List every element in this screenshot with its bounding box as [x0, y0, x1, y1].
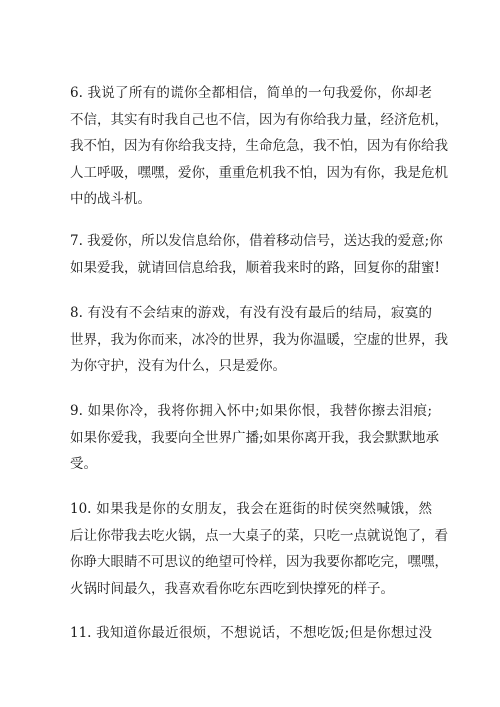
text-line: 我不怕，因为有你给我支持，生命危急，我不怕，因为有你给我: [70, 138, 448, 154]
paragraph-6: [70, 80, 448, 213]
text-line: 后让你带我去吃火锅，点一大桌子的菜，只吃一点就说饱了，看: [70, 527, 448, 544]
text-line: 7. 我爱你，所以发信息给你，借着移动信号，送达我的爱意;你: [70, 233, 443, 249]
text-line: 如果你爱我，我要向全世界广播;如果你离开我，我会默默地承: [70, 429, 440, 446]
text-line: 你睁大眼睛不可思议的绝望可怜样，因为我要你都吃完，嘿嘿，: [70, 554, 448, 570]
paragraph-9: [70, 398, 440, 478]
text-line: 受。: [70, 456, 97, 472]
text-line: 8. 有没有不会结束的游戏，有没有没有最后的结局，寂寞的: [70, 305, 432, 321]
text-line: 10. 如果我是你的女朋友，我会在逛街的时侯突然喊饿，然: [70, 501, 432, 517]
text-line: 11. 我知道你最近很烦，不想说话，不想吃饭;但是你想过没: [70, 625, 432, 641]
text-line: 如果爱我，就请回信息给我，顺着我来时的路，回复你的甜蜜!: [70, 259, 440, 276]
text-line: 人工呼吸，嘿嘿，爱你，重重危机我不怕，因为有你，我是危机: [70, 164, 448, 181]
paragraph-8: [70, 300, 448, 380]
paragraph-11: [70, 620, 432, 647]
text-line: 9. 如果你冷，我将你拥入怀中;如果你恨，我替你擦去泪痕;: [70, 403, 432, 419]
text-line: 6. 我说了所有的谎你全都相信，简单的一句我爱你，你却老: [70, 85, 432, 101]
text-line: 为你守护，没有为什么，只是爱你。: [70, 358, 286, 374]
text-line: 中的战斗机。: [70, 191, 151, 207]
text-line: 不信，其实有时我自己也不信，因为有你给我力量，经济危机，: [70, 111, 448, 128]
text-line: 世界，我为你而来，冰冷的世界，我为你温暖，空虚的世界，我: [70, 331, 448, 348]
text-line: 火锅时间最久，我喜欢看你吃东西吃到快撑死的样子。: [70, 580, 394, 597]
paragraph-10: [70, 496, 448, 602]
paragraph-7: [70, 228, 443, 281]
